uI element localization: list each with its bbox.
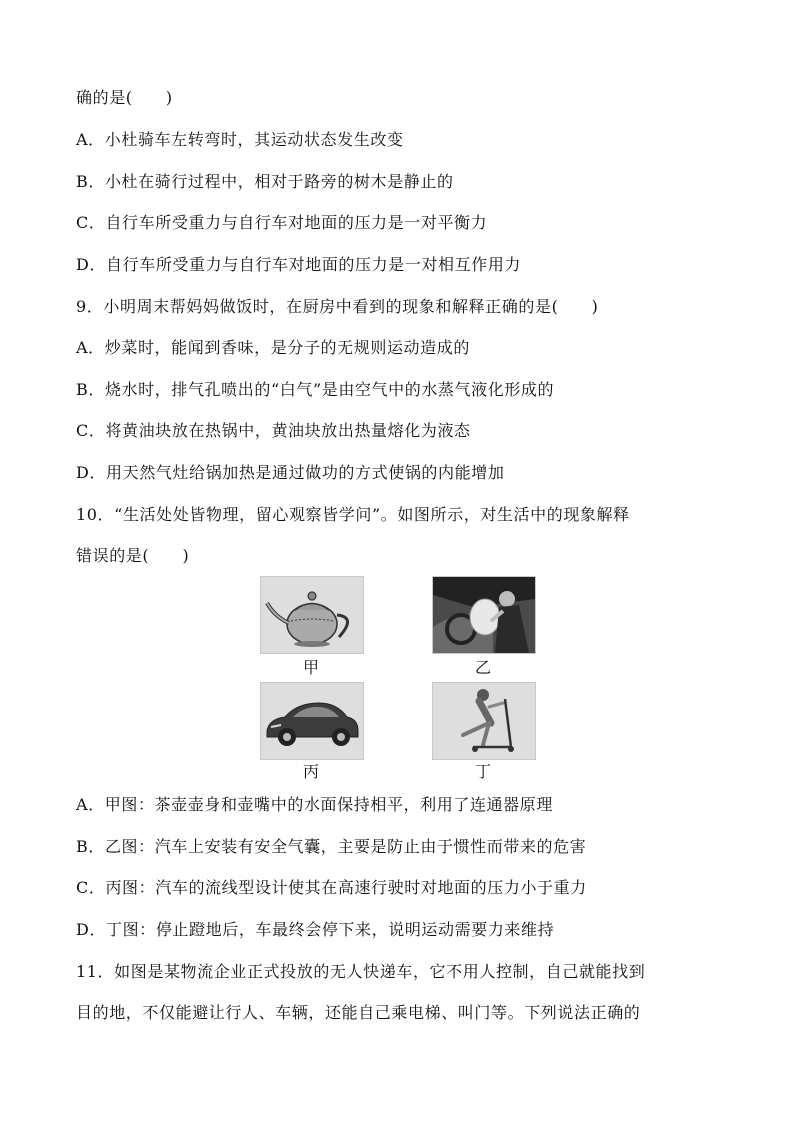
scooter-image <box>432 682 536 760</box>
q9-option-a: A．炒菜时，能闻到香味，是分子的无规则运动造成的 <box>76 338 470 357</box>
sports-car-image <box>260 682 364 760</box>
q8-option-c: C．自行车所受重力与自行车对地面的压力是一对平衡力 <box>76 213 488 232</box>
teapot-image <box>260 576 364 654</box>
figure-caption-bing: 丙 <box>302 762 319 781</box>
q10-option-a: A．甲图：茶壶壶身和壶嘴中的水面保持相平，利用了连通器原理 <box>76 795 553 814</box>
q9-stem: 9．小明周末帮妈妈做饭时，在厨房中看到的现象和解释正确的是( ) <box>76 297 599 316</box>
q10-option-c: C．丙图：汽车的流线型设计使其在高速行驶时对地面的压力小于重力 <box>76 878 587 897</box>
figure-caption-jia: 甲 <box>302 658 319 677</box>
figure-caption-ding: 丁 <box>474 762 491 781</box>
q9-option-d: D．用天然气灶给锅加热是通过做功的方式使锅的内能增加 <box>76 463 505 482</box>
q10-figure-grid <box>258 576 538 782</box>
q11-stem: 11．如图是某物流企业正式投放的无人快递车，它不用人控制，自己就能找到 <box>76 962 646 981</box>
q10-stem-continuation: 错误的是( ) <box>76 546 190 565</box>
q8-option-d: D．自行车所受重力与自行车对地面的压力是一对相互作用力 <box>76 255 522 274</box>
q8-option-b: B．小杜在骑行过程中，相对于路旁的树木是静止的 <box>76 172 454 191</box>
figure-caption-yi: 乙 <box>474 658 491 677</box>
q9-option-c: C．将黄油块放在热锅中，黄油块放出热量熔化为液态 <box>76 421 471 440</box>
q8-option-a: A．小杜骑车左转弯时，其运动状态发生改变 <box>76 130 404 149</box>
q11-stem-continuation: 目的地，不仅能避让行人、车辆，还能自己乘电梯、叫门等。下列说法正确的 <box>76 1003 641 1022</box>
airbag-image <box>432 576 536 654</box>
q10-option-b: B．乙图：汽车上安装有安全气囊，主要是防止由于惯性而带来的危害 <box>76 837 587 856</box>
q9-option-b: B．烧水时，排气孔喷出的“白气”是由空气中的水蒸气液化形成的 <box>76 380 555 399</box>
q8-stem-continuation: 确的是( ) <box>76 88 173 107</box>
q10-option-d: D．丁图：停止蹬地后，车最终会停下来，说明运动需要力来维持 <box>76 920 555 939</box>
q10-stem: 10．“生活处处皆物理，留心观察皆学问”。如图所示，对生活中的现象解释 <box>76 505 630 524</box>
